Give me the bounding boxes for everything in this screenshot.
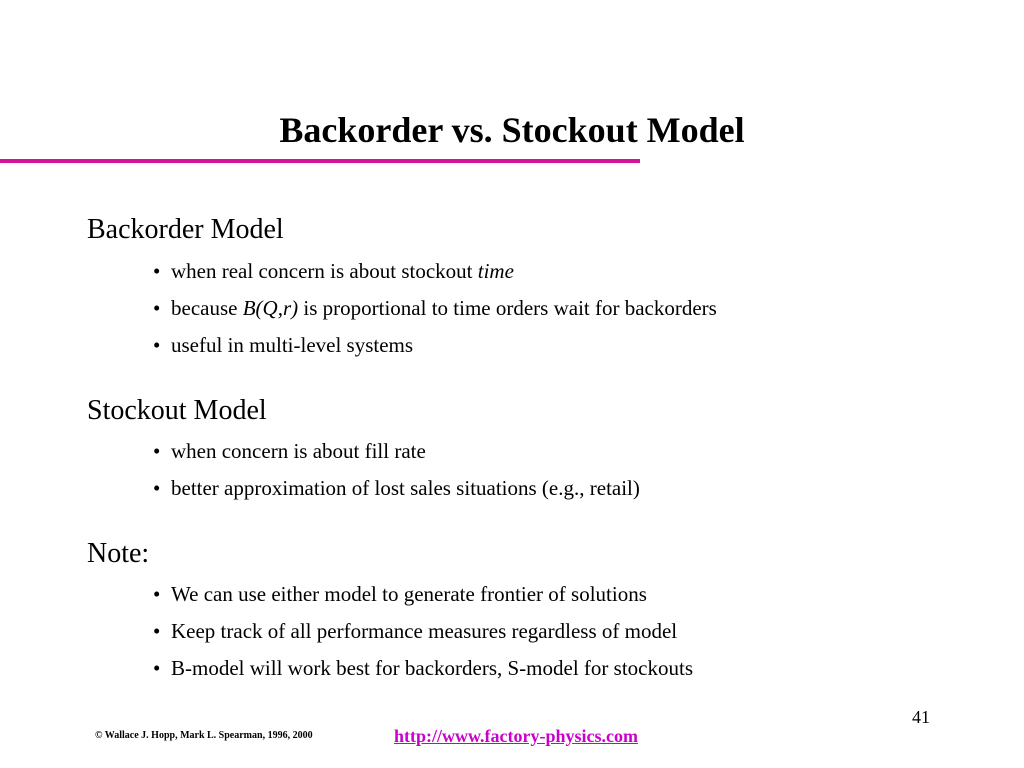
bullet-text: because <box>171 296 243 320</box>
bullet-text: Keep track of all performance measures regardless of model <box>171 619 678 643</box>
section-heading-note: Note: <box>87 538 150 569</box>
bullet-italic-text: B(Q,r) <box>242 296 299 320</box>
bullet-text: when concern is about fill rate <box>171 439 426 463</box>
bullet-item <box>153 258 514 284</box>
bullet-dot: • <box>153 476 161 500</box>
bullet-text: We can use either model to generate frontier of solutions <box>171 582 647 606</box>
bullet-dot: • <box>153 296 161 320</box>
bullet-dot: • <box>153 656 161 680</box>
bullet-item <box>153 655 693 681</box>
bullet-dot: • <box>153 333 161 357</box>
factory-physics-link[interactable]: http://www.factory-physics.com <box>394 726 638 746</box>
bullet-dot: • <box>153 582 161 606</box>
copyright-notice: © Wallace J. Hopp, Mark L. Spearman, 1996, 2000 <box>95 730 313 741</box>
bullet-item <box>153 618 677 644</box>
bullet-dot: • <box>153 439 161 463</box>
bullet-text: better approximation of lost sales situations (e.g., retail) <box>171 476 640 500</box>
bullet-item <box>153 475 640 501</box>
bullet-item <box>153 295 717 321</box>
bullet-text: when real concern is about stockout <box>171 259 478 283</box>
bullet-item <box>153 438 426 464</box>
bullet-text: B-model will work best for backorders, S-model for stockouts <box>171 656 693 680</box>
section-heading-backorder-model: Backorder Model <box>87 214 284 245</box>
title-underline-rule <box>0 159 640 163</box>
bullet-item <box>153 581 647 607</box>
bullet-dot: • <box>153 259 161 283</box>
page-number: 41 <box>912 707 930 727</box>
section-heading-stockout-model: Stockout Model <box>87 395 267 426</box>
bullet-text-tail: is proportional to time orders wait for backorders <box>298 296 717 320</box>
bullet-item <box>153 332 413 358</box>
bullet-dot: • <box>153 619 161 643</box>
bullet-italic-text: time <box>477 259 514 283</box>
bullet-text: useful in multi-level systems <box>171 333 414 357</box>
slide-title: Backorder vs. Stockout Model <box>279 110 745 150</box>
